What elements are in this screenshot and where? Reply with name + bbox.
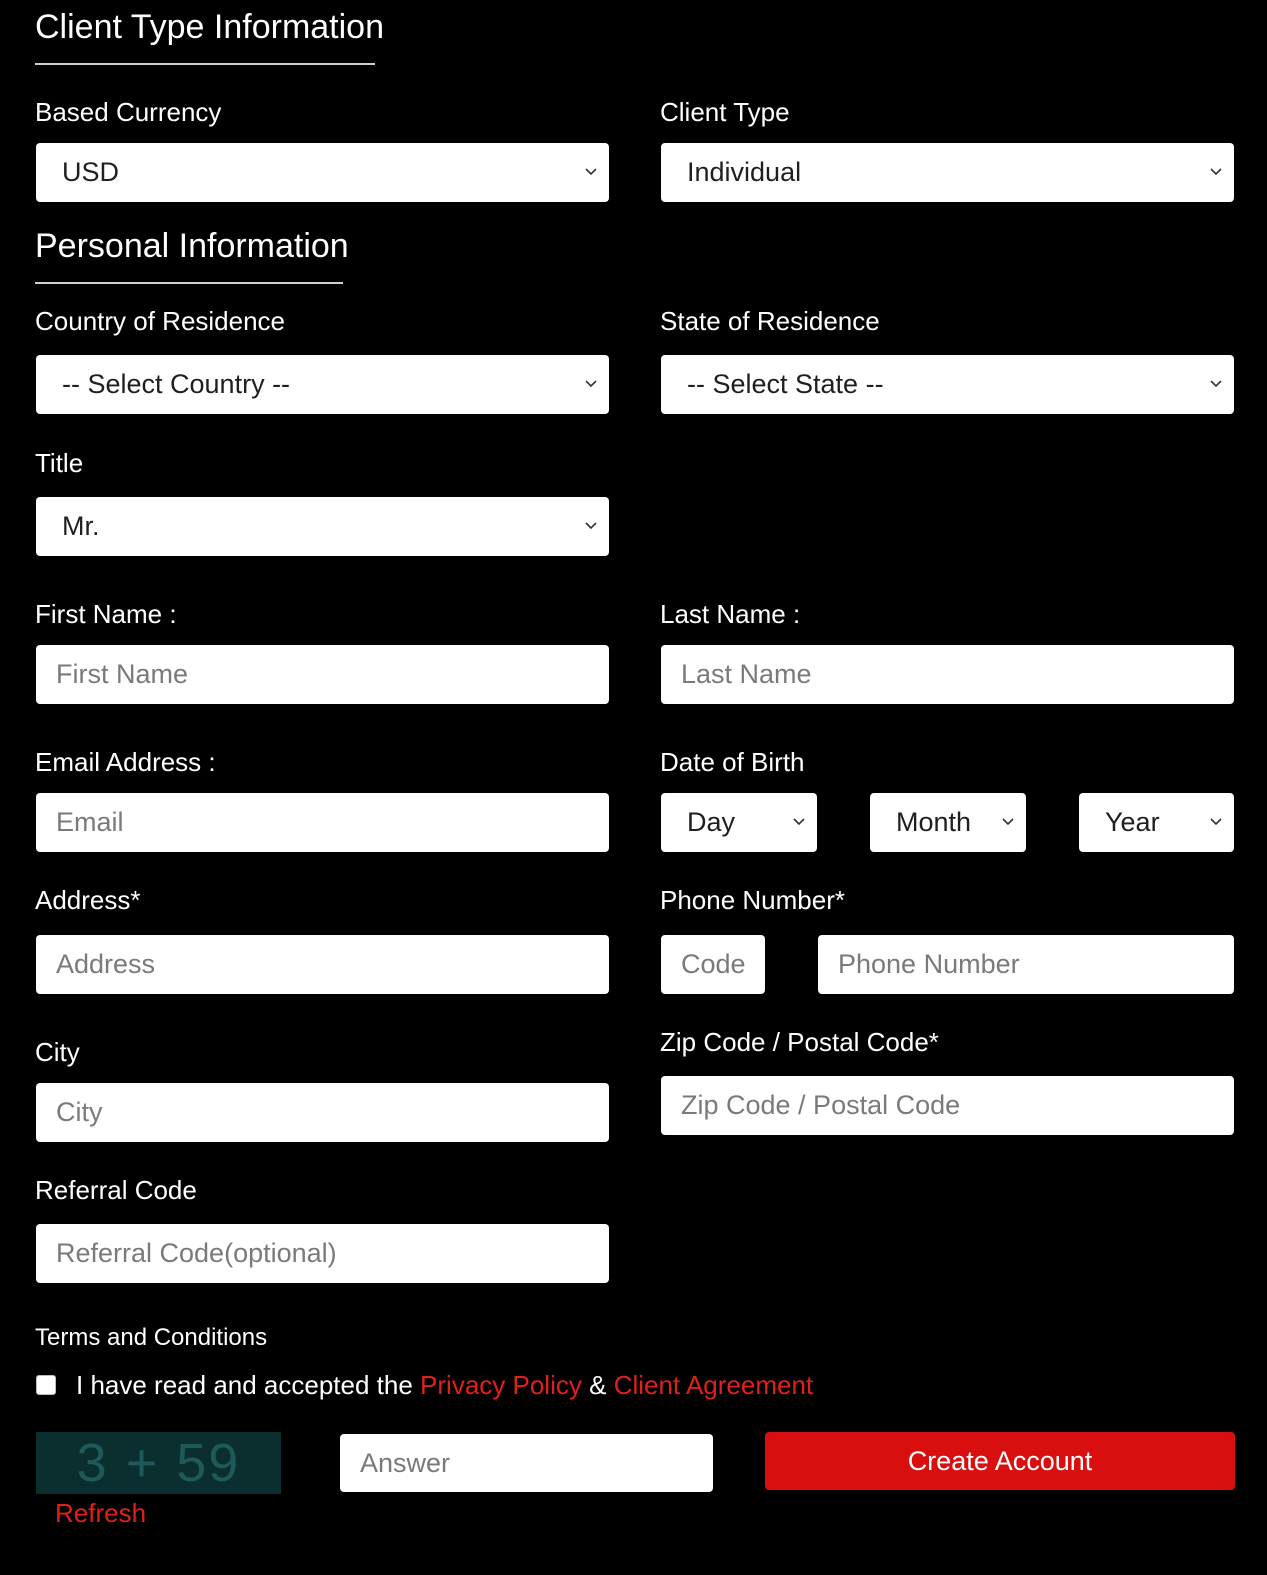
address-label: Address* bbox=[35, 885, 141, 915]
dob-year-value: Year bbox=[1105, 807, 1160, 837]
dob-month-value: Month bbox=[896, 807, 972, 837]
chevron-down-icon bbox=[1000, 813, 1016, 829]
captcha-answer-placeholder: Answer bbox=[360, 1447, 451, 1478]
captcha-image bbox=[36, 1432, 281, 1494]
based-currency-label: Based Currency bbox=[35, 97, 222, 127]
phone-code-placeholder: Code bbox=[681, 949, 746, 979]
personal-section-title: Personal Information bbox=[35, 227, 349, 265]
chevron-down-icon bbox=[791, 813, 807, 829]
referral-input[interactable] bbox=[36, 1224, 609, 1283]
captcha-answer-input[interactable] bbox=[340, 1434, 713, 1492]
address-input[interactable] bbox=[36, 935, 609, 994]
dob-month-select[interactable] bbox=[870, 793, 1026, 852]
title-value: Mr. bbox=[62, 511, 100, 541]
zip-label: Zip Code / Postal Code* bbox=[660, 1027, 939, 1057]
state-select[interactable] bbox=[661, 355, 1234, 414]
title-select[interactable] bbox=[36, 497, 609, 556]
phone-code-input[interactable] bbox=[661, 935, 765, 994]
first-name-input[interactable] bbox=[36, 645, 609, 704]
zip-placeholder: Zip Code / Postal Code bbox=[681, 1090, 961, 1120]
dob-year-select[interactable] bbox=[1079, 793, 1234, 852]
based-currency-select[interactable] bbox=[36, 143, 609, 202]
phone-label: Phone Number* bbox=[660, 885, 845, 915]
client-agreement-link[interactable]: Client Agreement bbox=[613, 1370, 814, 1400]
dob-label: Date of Birth bbox=[660, 747, 805, 777]
phone-number-input[interactable] bbox=[818, 935, 1234, 994]
chevron-down-icon bbox=[583, 517, 599, 533]
terms-statement bbox=[76, 1370, 813, 1401]
email-input[interactable] bbox=[36, 793, 609, 852]
personal-section-divider bbox=[35, 282, 343, 284]
referral-placeholder: Referral Code(optional) bbox=[56, 1238, 337, 1268]
referral-label: Referral Code bbox=[35, 1175, 197, 1205]
terms-checkbox[interactable] bbox=[36, 1375, 56, 1395]
last-name-input[interactable] bbox=[661, 645, 1234, 704]
chevron-down-icon bbox=[1208, 813, 1224, 829]
last-name-label: Last Name : bbox=[660, 599, 801, 629]
address-placeholder: Address bbox=[56, 949, 156, 979]
client-type-select[interactable] bbox=[661, 143, 1234, 202]
first-name-placeholder: First Name bbox=[56, 659, 189, 689]
based-currency-value: USD bbox=[62, 157, 120, 187]
first-name-label: First Name : bbox=[35, 599, 177, 629]
terms-prefix: I have read and accepted the bbox=[76, 1370, 413, 1400]
create-account-button[interactable] bbox=[765, 1432, 1235, 1490]
state-value: -- Select State -- bbox=[687, 369, 884, 399]
chevron-down-icon bbox=[1208, 375, 1224, 391]
title-label: Title bbox=[35, 448, 84, 478]
dob-day-select[interactable] bbox=[661, 793, 817, 852]
privacy-policy-link[interactable]: Privacy Policy bbox=[420, 1370, 582, 1400]
client-type-section-divider bbox=[35, 63, 375, 65]
email-label: Email Address : bbox=[35, 747, 216, 777]
chevron-down-icon bbox=[583, 163, 599, 179]
city-placeholder: City bbox=[56, 1097, 103, 1127]
dob-day-value: Day bbox=[687, 807, 736, 837]
client-type-label: Client Type bbox=[660, 97, 790, 127]
email-placeholder: Email bbox=[56, 807, 124, 837]
phone-number-placeholder: Phone Number bbox=[838, 949, 1020, 979]
captcha-refresh-link[interactable]: Refresh bbox=[55, 1498, 147, 1528]
state-label: State of Residence bbox=[660, 306, 880, 336]
client-type-section-title: Client Type Information bbox=[35, 8, 384, 46]
city-label: City bbox=[35, 1037, 80, 1067]
chevron-down-icon bbox=[583, 375, 599, 391]
country-label: Country of Residence bbox=[35, 306, 286, 336]
zip-input[interactable] bbox=[661, 1076, 1234, 1135]
create-account-label: Create Account bbox=[907, 1445, 1093, 1476]
chevron-down-icon bbox=[1208, 163, 1224, 179]
client-type-value: Individual bbox=[687, 157, 802, 187]
terms-title: Terms and Conditions bbox=[35, 1324, 268, 1351]
captcha-expression: 3 + 59 bbox=[76, 1433, 241, 1493]
last-name-placeholder: Last Name bbox=[681, 659, 812, 689]
city-input[interactable] bbox=[36, 1083, 609, 1142]
terms-connector: & bbox=[589, 1370, 607, 1400]
country-value: -- Select Country -- bbox=[62, 369, 291, 399]
country-select[interactable] bbox=[36, 355, 609, 414]
